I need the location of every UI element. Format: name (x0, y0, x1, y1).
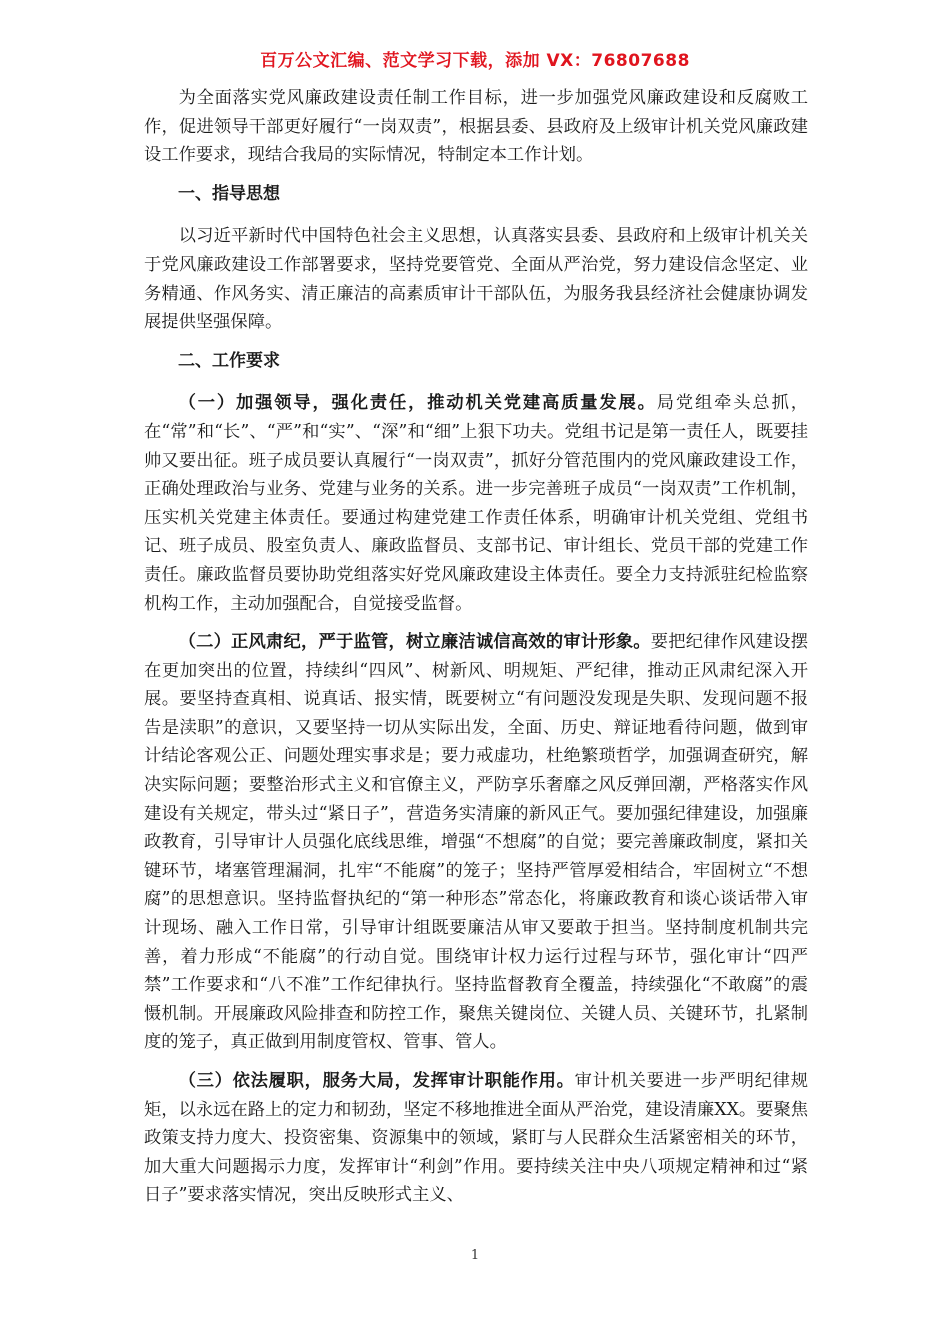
item-2-title: （二）正风肃纪，严于监管，树立廉洁诚信高效的审计形象。 (178, 632, 651, 653)
section1-heading: 一、指导思想 (178, 183, 280, 204)
item-3-title: （三）依法履职，服务大局，发挥审计职能作用。 (178, 1071, 575, 1091)
watermark-banner: 百万公文汇编、范文学习下载，添加 VX：76807688 (260, 51, 690, 71)
intro-paragraph: 为全面落实党风廉政建设责任制工作目标，进一步加强党风廉政建设和反腐败工作，促进领导干部更好履行“一岗双责”，根据县委、县政府及上级审计机关党风廉政建设工作要求，现结合我局的实际情况，特制定本工作计划。 (144, 88, 808, 166)
item-3-body: 审计机关要进一步严明纪律规矩，以永远在路上的定力和韧劲，坚定不移地推进全面从严治党，建设清廉XX。要聚焦政策支持力度大、投资密集、资源集中的领域，紧盯与人民群众生活紧密相关的环节，加大重大问题揭示力度，发挥审计“利剑”作用。要持续关注中央八项规定精神和过“紧日子”要求落实情况，突出反映形式主义、 (144, 1071, 809, 1206)
document-body (144, 84, 808, 1220)
section2-item-1 (144, 389, 808, 618)
section2-item-3 (144, 1067, 808, 1210)
item-2-body: 要把纪律作风建设摆在更加突出的位置，持续纠“四风”、树新风、明规矩、严纪律，推动正风肃纪深入开展。要坚持查真相、说真话、报实情，既要树立“有问题没发现是失职、发现问题不报告是渎职”的意识，又要坚持一切从实际出发，全面、历史、辩证地看待问题，做到审计结论客观公正、问题处理实事求是；要力戒虚功，杜绝繁琐哲学，加强调查研究，解决实际问题；要整治形式主义和官僚主义，严防享乐奢靡之风反弹回潮，严格落实作风建设有关规定，带头过“紧日子”，营造务实清廉的新风正气。要加强纪律建设，加强廉政教育，引导审计人员强化底线思维，增强“不想腐”的自觉；要完善廉政制度，紧扣关键环节，堵塞管理漏洞，扎牢“不能腐”的笼子；坚持严管厚爱相结合，牢固树立“不想腐”的思想意识。坚持监督执纪的“第一种形态”常态化，将廉政教育和谈心谈话带入审计现场、融入工作日常，引导审计组既要廉洁从审又要敢于担当。坚持制度机制共完善，着力形成“不能腐”的行动自觉。围绕审计权力运行过程与环节，强化审计“四严禁”工作要求和“八不准”工作纪律执行。坚持监督教育全覆盖，持续强化“不敢腐”的震慑机制。开展廉政风险排查和防控工作，聚焦关键岗位、关键人员、关键环节，扎紧制度的笼子，真正做到用制度管权、管事、管人。 (144, 632, 808, 1053)
section2-heading: 二、工作要求 (178, 350, 280, 371)
item-1-title: （一）加强领导，强化责任，推动机关党建高质量发展。 (178, 393, 657, 414)
item-1-body: 局党组牵头总抓，在“常”和“长”、“严”和“实”、“深”和“细”上狠下功夫。党组书记是第一责任人，既要挂帅又要出征。班子成员要认真履行“一岗双责”，抓好分管范围内的党风廉政建设工作，正确处理政治与业务、党建与业务的关系。进一步完善班子成员“一岗双责”工作机制，压实机关党建主体责任。要通过构建党建工作责任体系，明确审计机关党组、党组书记、班子成员、股室负责人、廉政监督员、支部书记、审计组长、党员干部的党建工作责任。廉政监督员要协助党组落实好党风廉政建设主体责任。要全力支持派驻纪检监察机构工作，主动加强配合，自觉接受监督。 (144, 393, 808, 614)
page-number: 1 (470, 1248, 480, 1263)
section1-paragraph: 以习近平新时代中国特色社会主义思想，认真落实县委、县政府和上级审计机关关于党风廉政建设工作部署要求，坚持党要管党、全面从严治党，努力建设信念坚定、业务精通、作风务实、清正廉洁的高素质审计干部队伍，为服务我县经济社会健康协调发展提供坚强保障。 (144, 226, 808, 333)
section2-item-2 (144, 628, 808, 1057)
